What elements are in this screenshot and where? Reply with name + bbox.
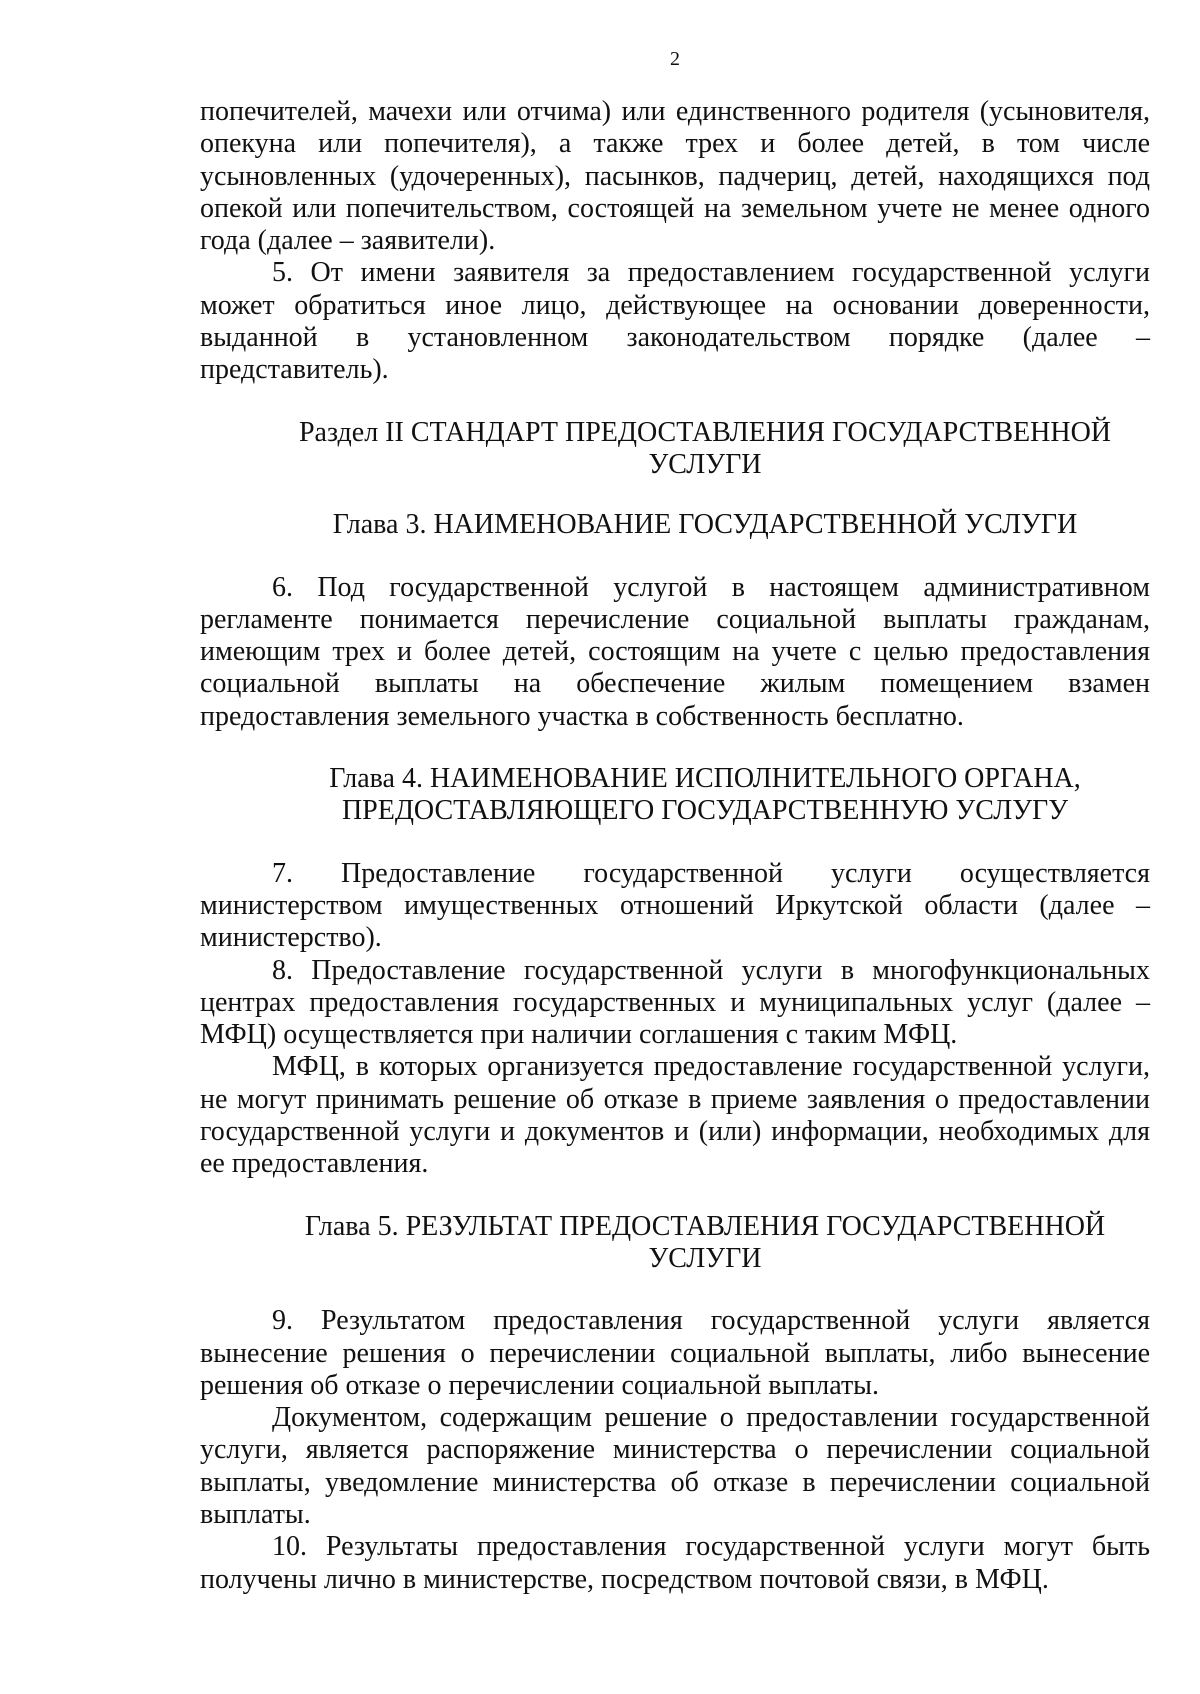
chapter-3-heading-line-1: Глава 3. НАИМЕНОВАНИЕ ГОСУДАРСТВЕННОЙ УСЛУГИ: [332, 509, 1078, 541]
paragraph-10: 10. Результаты предоставления государственной услуги могут быть получены лично в министерстве, посредством почтовой связи, в МФЦ.: [200, 1531, 1150, 1595]
section-2-heading-line-1: Раздел II СТАНДАРТ ПРЕДОСТАВЛЕНИЯ ГОСУДАРСТВЕННОЙ: [298, 416, 1112, 448]
chapter-5-heading-line-2: УСЛУГИ: [648, 1242, 762, 1274]
chapter-4-heading: [200, 763, 1150, 828]
chapter-4-heading-line-1: Глава 4. НАИМЕНОВАНИЕ ИСПОЛНИТЕЛЬНОГО ОРГАНА,: [329, 763, 1081, 795]
paragraph-mfc: МФЦ, в которых организуется предоставление государственной услуги, не могут принимать решение об отказе в приеме заявления о предоставлении государственной услуги и документов и (или) информации, необходимых для ее предоставления.: [200, 1051, 1150, 1180]
chapter-4-heading-line-2: ПРЕДОСТАВЛЯЮЩЕГО ГОСУДАРСТВЕННУЮ УСЛУГУ: [341, 795, 1069, 827]
chapter-3-heading: [200, 509, 1150, 541]
chapter-5-heading-line-1: Глава 5. РЕЗУЛЬТАТ ПРЕДОСТАВЛЕНИЯ ГОСУДАРСТВЕННОЙ: [304, 1210, 1106, 1242]
chapter-5-heading: [200, 1211, 1150, 1276]
page-number: 2: [670, 48, 680, 70]
paragraph-decision-document: Документом, содержащим решение о предоставлении государственной услуги, является распоряжение министерства о перечислении социальной выплаты, уведомление министерства об отказе в перечислении социальной выплаты.: [200, 1402, 1150, 1530]
section-2-heading-line-2: УСЛУГИ: [648, 448, 762, 480]
paragraph-8: 8. Предоставление государственной услуги в многофункциональных центрах предоставления государственных и муниципальных услуг (далее – МФЦ) осуществляется при наличии соглашения с таким МФЦ.: [200, 954, 1150, 1051]
paragraph-6: 6. Под государственной услугой в настоящем административном регламенте понимается перечисление социальной выплаты гражданам, имеющим трех и более детей, состоящим на учете с целью предоставления социальной выплаты на обеспечение жилым помещением взамен предоставления земельного участка в собственность бесплатно.: [200, 571, 1150, 732]
document-body: [200, 96, 1150, 1596]
paragraph-9: 9. Результатом предоставления государственной услуги является вынесение решения о перечислении социальной выплаты, либо вынесение решения об отказе о перечислении социальной выплаты.: [200, 1305, 1150, 1401]
paragraph-7: 7. Предоставление государственной услуги осуществляется министерством имущественных отношений Иркутской области (далее – министерство).: [200, 857, 1150, 954]
paragraph-5: 5. От имени заявителя за предоставлением государственной услуги может обратиться иное лицо, действующее на основании доверенности, выданной в установленном законодательством порядке (далее – представитель).: [200, 257, 1150, 386]
section-2-heading: [200, 417, 1150, 482]
paragraph-applicants: попечителей, мачехи или отчима) или единственного родителя (усыновителя, опекуна или попечителя), а также трех и более детей, в том числе усыновленных (удочеренных), пасынков, падчериц, детей, находящихся под опекой или попечительством, состоящей на земельном учете не менее одного года (далее – заявители).: [200, 96, 1150, 257]
